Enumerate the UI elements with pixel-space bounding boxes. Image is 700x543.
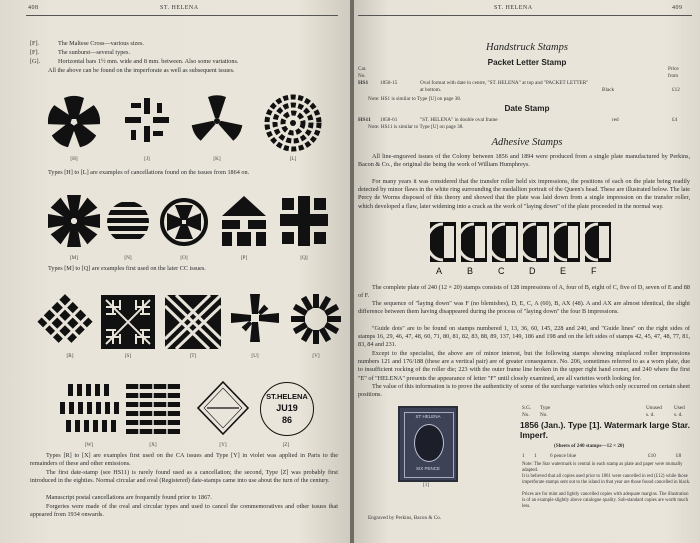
- col-cat: Cat. No.: [358, 66, 367, 79]
- date-title: Date Stamp: [504, 104, 550, 113]
- running-head: ST. HELENA: [160, 5, 199, 11]
- intro-text: The sunburst—several types.: [58, 49, 130, 56]
- packet-num: HS1: [358, 80, 369, 86]
- row-used: £8: [676, 453, 682, 459]
- col-unused: Unused s. d.: [646, 405, 662, 418]
- catalogue-note: Prices are for mint and lightly cancelled copies with adequate margins. The illustration is of an example slightly above catalogue quality. Sub-standard copies are worth much less.: [522, 492, 689, 509]
- flaw-f-image: [585, 222, 611, 262]
- flaw-d-image: [523, 222, 549, 262]
- intro-label: [G].: [30, 58, 41, 65]
- flaw-label: B: [467, 266, 474, 276]
- row1-text: Types [H] to [L] are examples of cancellations found on the issues from 1864 on.: [48, 169, 250, 176]
- engraved-caption: Engraved by Perkins, Bacon & Co.: [368, 515, 442, 521]
- cancellation-q-caption: [Q]: [300, 255, 308, 261]
- stamp-line2: JU19: [276, 403, 298, 413]
- cancellation-v-caption: [V]: [312, 353, 320, 359]
- cancellation-h-image: [48, 96, 100, 148]
- cancellation-w-image: [58, 380, 120, 438]
- catalogue-note: It is believed that all copies used prior to 1861 were cancelled in red (£12) while those imperforate stamps sent out to the island in that year are those found cancelled in black.: [522, 474, 691, 485]
- flaw-c-image: [492, 222, 518, 262]
- paragraph: Types [R] to [X] are examples first used on the CA issues and Type [Y] in violet was applied in Paris to the remainders of these and other emissions.: [30, 452, 338, 468]
- flaw-e-image: [554, 222, 580, 262]
- flaw-label: E: [560, 266, 567, 276]
- cancellation-l-caption: [L]: [289, 156, 297, 162]
- packet-desc: Oval format with date in centre, "ST. HELENA" at top and "PACKET LETTER" at bottom.: [420, 80, 589, 93]
- cancellation-x-image: [126, 384, 180, 434]
- row-type: 1: [534, 453, 537, 459]
- paragraph: For many years it was considered that the transfer roller held six impressions, the positions of each on the plate being readily detected by minor flaws in the white ring surrounding the medallion portrait of the Queen's head. These are illustrated below. The late Percy de Worms disposed of this theory and showed that the plate was laid down from a single impression on the transfer roller, which developed a flaw, later widening into a crack as the work of "laying down" of the plate proceeded in the normal way.: [358, 178, 690, 210]
- cancellation-k-image: [192, 95, 242, 147]
- cancellation-r-caption: [R]: [66, 353, 74, 359]
- packet-price: £12: [672, 87, 680, 93]
- flaw-label: D: [529, 266, 536, 276]
- flaw-label: F: [591, 266, 597, 276]
- date-note: Note: HS11 is similar to Type [U] on page 38.: [368, 124, 464, 130]
- cancellation-y-caption: [Y]: [219, 442, 227, 448]
- packet-colour: Black: [602, 87, 615, 93]
- cancellation-x-caption: [X]: [149, 442, 157, 448]
- flaw-b-image: [461, 222, 487, 262]
- col-price: Price from: [668, 66, 679, 79]
- right-page: [354, 0, 700, 543]
- paragraph: The complete plate of 240 (12 × 20) stamps consists of 128 impressions of A, four of B, eight of C, five of D, seven of E and 88 of F.: [358, 284, 690, 300]
- col-type: Type No.: [540, 405, 551, 418]
- paragraph: The sequence of "laying down" was F (no blemishes), D, E, C, A (60), B, AX (48). A and AX are almost identical, the slight difference between them having disappeared during the process of "laying down" the four B impressions.: [358, 300, 690, 316]
- intro-note: All the above can be found on the imperforate as well as subsequent issues.: [48, 67, 235, 74]
- cancellation-p-caption: [P]: [240, 255, 248, 261]
- date-date: 1858-61: [380, 117, 398, 123]
- stamp-inscription: ST HELENA: [415, 414, 441, 419]
- paragraph: Manuscript postal cancellations are frequently found prior to 1867.: [46, 494, 212, 501]
- paragraph: "Guide dots" are to be found on stamps numbered 1, 13, 36, 60, 145, 228 and 240, and "Guide lines" on the right sides of stamps 16, 29, 46, 47, 48, 60, 71, 80, 81, 82, 83, 88, 89, 137, 149, 186 and 198 and on the left sides of stamps 42, 45, 47, 48, 77, 81, 83, 84 and 231.: [358, 325, 690, 349]
- row-unused: £10: [648, 453, 656, 459]
- date-price: £4: [672, 117, 678, 123]
- stamp-image: [398, 406, 458, 482]
- cancellation-q-image: [280, 196, 328, 246]
- cancellation-u-caption: [U]: [251, 353, 259, 359]
- cancellation-m-caption: [M]: [69, 255, 79, 261]
- paragraph: The value of this information is to prove the authenticity of some of the surcharge varieties which only occurred on certain sheet positions.: [358, 383, 690, 399]
- packet-note: Note: HS1 is similar to Type [U] on page 38.: [368, 96, 462, 102]
- flaw-label: C: [498, 266, 505, 276]
- intro-text: The Maltese Cross—various sizes.: [58, 40, 144, 47]
- cancellation-u-image: [230, 292, 280, 344]
- packet-date: 1850-15: [380, 80, 398, 86]
- catalogue-note: Note: The Star watermark is central in each stamp as plate and paper were mutually adapted.: [522, 462, 683, 473]
- cancellation-v-image: [290, 292, 342, 346]
- cancellation-r-image: [36, 292, 94, 350]
- cancellation-p-image: [218, 194, 270, 248]
- cancellation-k-caption: [K]: [213, 156, 221, 162]
- adhesive-title: Adhesive Stamps: [491, 137, 563, 148]
- cancellation-s-image: [100, 294, 156, 350]
- intro-label: [F].: [30, 49, 40, 56]
- col-sg: S.G. No.: [522, 405, 532, 418]
- cancellation-y-image: [196, 380, 250, 436]
- cancellation-t-image: [164, 294, 222, 350]
- stamp-value: SIX PENCE: [415, 466, 440, 471]
- date-num: HS11: [358, 117, 371, 123]
- sheet-note: (Sheets of 240 stamps—12 × 20): [554, 443, 625, 449]
- cancellation-o-caption: [O]: [180, 255, 188, 261]
- cancellation-m-image: [46, 192, 102, 250]
- header-rule: [26, 15, 338, 16]
- cancellation-t-caption: [T]: [189, 353, 197, 359]
- row-desc: 6 pence blue: [550, 453, 577, 459]
- row2-text: Types [M] to [Q] are examples first used on the later CC issues.: [48, 265, 206, 272]
- page-number: 408: [28, 5, 39, 11]
- intro-text: Horizontal bars 1½ mm. wide and 8 mm. between. Also some variations.: [58, 58, 239, 65]
- cancellation-h-caption: [H]: [70, 156, 78, 162]
- issue-title: 1856 (Jan.). Type [1]. Watermark large Star. Imperf.: [520, 420, 690, 440]
- paragraph: Forgeries were made of the oval and circular types and used to cancel the commemoratives and other issues that appeared from 1934 onwards.: [30, 503, 338, 519]
- stamp-line3: 86: [281, 415, 292, 425]
- cancellation-n-caption: [N]: [124, 255, 132, 261]
- cancellation-z-image: [260, 382, 314, 436]
- page-number: 409: [672, 5, 683, 11]
- col-used: Used s. d.: [674, 405, 685, 418]
- header-rule: [358, 15, 692, 16]
- date-colour: red: [612, 117, 619, 123]
- intro-label: [F].: [30, 40, 40, 47]
- stamp-line1: ST.HELENA: [266, 392, 308, 401]
- paragraph: All line-engraved issues of the Colony between 1856 and 1894 were produced from a single plate manufactured by Perkins, Bacon & Co., the original die being the work of William Humphreys.: [358, 153, 690, 169]
- cancellation-w-caption: [W]: [84, 442, 94, 448]
- cancellation-l-image: [264, 94, 322, 152]
- section-title: Handstruck Stamps: [486, 42, 568, 53]
- cancellation-j-image: [125, 98, 169, 144]
- cancellation-o-image: [160, 198, 208, 246]
- flaw-label: A: [436, 266, 443, 276]
- paragraph: The first date-stamp (see HS11) is rarely found used as a cancellation; the second, Type [Z] was probably first introduced in the eighties. Normal circular and oval (Registered) date-stamps came into use about the turn of the century.: [30, 469, 338, 485]
- stamp-caption: [1]: [422, 482, 430, 488]
- running-head: ST. HELENA: [494, 5, 533, 11]
- cancellation-j-caption: [J]: [144, 156, 150, 162]
- cancellation-z-caption: [Z]: [282, 442, 290, 448]
- cancellation-n-image: [106, 200, 150, 244]
- flaw-a-image: [430, 222, 456, 262]
- packet-title: Packet Letter Stamp: [487, 58, 567, 67]
- queen-portrait: [414, 424, 444, 462]
- paragraph: Except to the specialist, the above are of minor interest, but the following stamps showing misplaced roller impressions numbers 121 and 176/188 (these are a vertical pair) are of greater consequence. No. 206, sometimes referred to as a worn plate, due to insufficient rocking of the roller die; 223 with the outer frame line broken in the upper right hand corner, and 240 where the first "E" of "HELENA" presents the appearance of letter "F" until closely examined, are all varieties worth looking for.: [358, 350, 690, 382]
- date-desc: "ST. HELENA" in double oval frame: [420, 117, 498, 123]
- row-sg: 1: [522, 453, 525, 459]
- cancellation-s-caption: [S]: [124, 353, 132, 359]
